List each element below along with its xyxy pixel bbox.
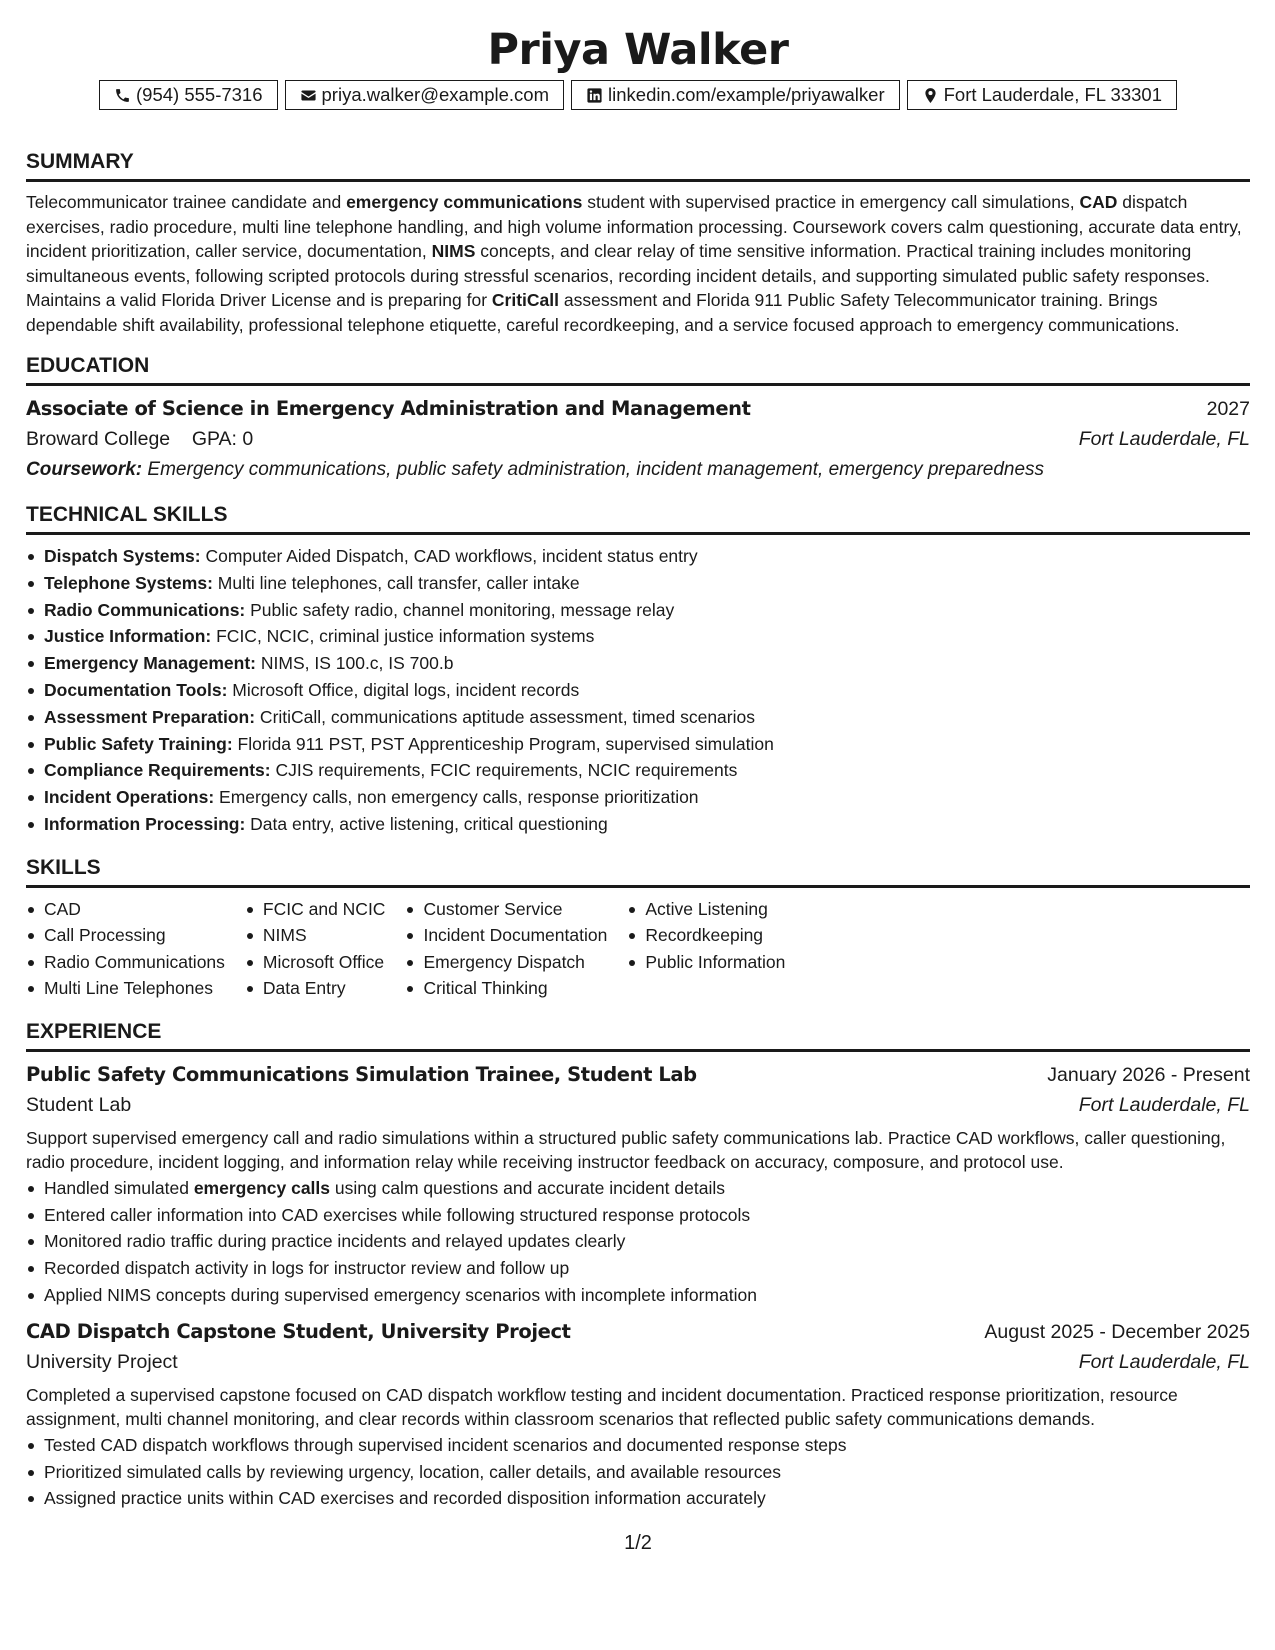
job-bullet [26,1459,1250,1486]
job-description: Completed a supervised capstone focused on CAD dispatch workflow testing and incident documentation. Practiced response prioritization, resource assignment, multi channel monitoring, and clear records within classroom scenarios that reflected public safety communications demands. [26,1384,1178,1430]
job-bullet [26,1202,1250,1229]
technical-skill-item [26,811,1250,838]
bold-text: CritiCall [491,290,560,310]
job-bullet [26,1255,1250,1282]
contact-email[interactable] [285,80,565,110]
technical-skill-value: Emergency calls, non emergency calls, response prioritization [214,787,699,808]
skill-item: Call Processing [26,922,225,949]
contact-linkedin[interactable] [571,80,900,110]
contact-location-text: Fort Lauderdale, FL 33301 [943,84,1162,105]
technical-skill-value: CritiCall, communications aptitude assessment, timed scenarios [255,706,755,727]
skill-item: NIMS [245,922,386,949]
technical-skill-label: Emergency Management: [44,653,257,674]
technical-skill-item [26,543,1250,570]
technical-skill-item [26,731,1250,758]
skill-item: Recordkeeping [627,922,785,949]
skill-item: Radio Communications [26,949,225,976]
text-segment: concepts, and clear relay of time sensitive information. Practical training includes monitoring simultaneous events, following scripted protocols during stressful scenarios, recording incident details, and supporting simulated public safety responses. Maintains a valid Florida Driver License and is preparing for [26,241,1210,310]
technical-skill-item [26,597,1250,624]
text-segment: Telecommunicator trainee candidate and [26,192,347,212]
technical-skill-label: Public Safety Training: [44,733,233,754]
resume-page [26,0,1250,1650]
technical-skill-item [26,757,1250,784]
technical-skill-value: Public safety radio, channel monitoring, message relay [245,599,675,620]
skills-section [26,854,1250,1002]
linkedin-icon [586,87,603,104]
skill-item: Multi Line Telephones [26,975,225,1002]
technical-skill-value: FCIC, NCIC, criminal justice information systems [211,626,595,647]
technical-skills-heading: TECHNICAL SKILLS [26,501,1250,535]
skills-column [627,896,785,1002]
technical-skill-value: Microsoft Office, digital logs, incident records [227,679,580,700]
skill-item: Public Information [627,949,785,976]
technical-skill-item [26,784,1250,811]
skill-item: Customer Service [405,896,607,923]
skill-item: Active Listening [627,896,785,923]
school-line [26,424,253,455]
technical-skill-label: Dispatch Systems: [44,546,201,566]
technical-skill-value: Data entry, active listening, critical questioning [245,813,608,834]
technical-skill-item [26,650,1250,677]
text-segment: Prioritized simulated calls by reviewing urgency, location, caller details, and available resources [44,1461,781,1482]
job-bullet [26,1175,1250,1202]
skill-item: Emergency Dispatch [405,949,607,976]
text-segment: Monitored radio traffic during practice incidents and relayed updates clearly [44,1231,626,1252]
job-location: Fort Lauderdale, FL [1078,1093,1250,1116]
text-segment: Recorded dispatch activity in logs for instructor review and follow up [44,1258,570,1279]
job-description: Support supervised emergency call and radio simulations within a structured public safety communications lab. Practice CAD workflows, caller questioning, radio procedure, incident logging, and information relay while receiving instructor feedback on accuracy, composure, and protocol use. [26,1127,1226,1173]
school-location: Fort Lauderdale, FL [1078,428,1250,450]
technical-skills-list [26,543,1250,838]
technical-skill-label: Telephone Systems: [44,572,213,593]
experience-list [26,1060,1250,1512]
contact-email-text: priya.walker@example.com [321,84,550,105]
coursework-line [26,455,1250,485]
text-segment: Applied NIMS concepts during supervised emergency scenarios with incomplete information [44,1284,757,1305]
technical-skill-label: Compliance Requirements: [44,760,271,781]
school-name: Broward College [26,428,171,450]
coursework-text: Emergency communications, public safety administration, incident management, emergency preparedness [142,459,1045,480]
bold-text: CAD [1079,192,1118,212]
page-number: 1/2 [624,1532,652,1554]
skill-item: CAD [26,896,225,923]
technical-skill-value: NIMS, IS 100.c, IS 700.b [256,653,454,674]
summary-heading: SUMMARY [26,148,1250,182]
education-section [26,352,1250,485]
text-segment: student with supervised practice in emergency call simulations, [582,192,1080,212]
technical-skill-value: Florida 911 PST, PST Apprenticeship Program, supervised simulation [232,733,774,754]
technical-skill-item [26,570,1250,597]
skills-column [26,896,225,1002]
text-segment: Assigned practice units within CAD exercises and recorded disposition information accurately [44,1488,766,1509]
skill-item: Microsoft Office [245,949,386,976]
experience-heading: EXPERIENCE [26,1018,1250,1052]
job-bullets [26,1175,1250,1309]
contact-phone-text: (954) 555-7316 [136,84,263,105]
bold-text: emergency communications [346,192,583,212]
technical-skill-value: Computer Aided Dispatch, CAD workflows, incident status entry [200,546,698,566]
summary-text [26,190,1250,337]
technical-skill-label: Information Processing: [44,813,246,834]
job-bullet [26,1282,1250,1309]
coursework-label: Coursework: [26,459,143,480]
text-segment: Entered caller information into CAD exercises while following structured response protocols [44,1204,751,1225]
contact-bar [26,80,1250,110]
contact-location [907,80,1177,110]
skill-item: Data Entry [245,975,386,1002]
skills-grid [26,896,1250,1002]
job-dates: August 2025 - December 2025 [984,1320,1250,1343]
job-org: Student Lab [26,1093,132,1116]
contact-linkedin-text: linkedin.com/example/priyawalker [608,84,885,105]
job-bullet [26,1228,1250,1255]
technical-skill-item [26,623,1250,650]
bold-text: emergency calls [193,1177,331,1198]
job-dates: January 2026 - Present [1047,1063,1250,1086]
text-segment: Handled simulated [44,1177,194,1198]
technical-skill-label: Incident Operations: [44,787,215,808]
degree-title: Associate of Science in Emergency Administration and Management [26,397,751,420]
contact-phone[interactable] [99,80,278,110]
summary-section [26,148,1250,337]
graduation-year: 2027 [1206,398,1250,420]
experience-section [26,1018,1250,1512]
skills-column [245,896,386,1002]
text-segment: assessment and Florida 911 Public Safety Telecommunicator training. Brings dependable shift availability, professional telephone etiquette, careful recordkeeping, and a service focused approach to emergency communications. [26,290,1180,335]
skill-item: FCIC and NCIC [245,896,386,923]
technical-skill-label: Documentation Tools: [44,679,228,700]
job-org: University Project [26,1350,178,1373]
job-entry [26,1317,1250,1512]
job-bullets [26,1432,1250,1512]
technical-skill-item [26,677,1250,704]
text-segment: Tested CAD dispatch workflows through supervised incident scenarios and documented response steps [44,1434,847,1455]
technical-skill-value: Multi line telephones, call transfer, caller intake [212,572,580,593]
technical-skill-value: CJIS requirements, FCIC requirements, NCIC requirements [270,760,738,781]
job-bullet [26,1432,1250,1459]
skills-heading: SKILLS [26,854,1250,888]
envelope-icon [300,87,317,104]
skill-item: Critical Thinking [405,975,607,1002]
job-title: Public Safety Communications Simulation Trainee, Student Lab [26,1062,697,1086]
education-heading: EDUCATION [26,352,1250,386]
skill-item: Incident Documentation [405,922,607,949]
candidate-name: Priya Walker [487,25,789,75]
text-segment: dispatch exercises, radio procedure, multi line telephone handling, and high volume information processing. Coursework covers calm questioning, accurate data entry, incident prioritization, caller service, documentation, [26,192,1242,261]
technical-skill-item [26,704,1250,731]
text-segment: using calm questions and accurate incident details [330,1177,725,1198]
bold-text: NIMS [431,241,476,261]
job-entry [26,1060,1250,1309]
job-bullet [26,1485,1250,1512]
technical-skills-section [26,501,1250,838]
job-location: Fort Lauderdale, FL [1078,1350,1250,1373]
map-pin-icon [922,87,939,104]
technical-skill-label: Justice Information: [44,626,212,647]
job-title: CAD Dispatch Capstone Student, University Project [26,1319,571,1343]
phone-icon [114,87,131,104]
gpa: GPA: 0 [191,428,254,450]
technical-skill-label: Assessment Preparation: [44,706,256,727]
technical-skill-label: Radio Communications: [44,599,246,620]
skills-column [405,896,607,1002]
